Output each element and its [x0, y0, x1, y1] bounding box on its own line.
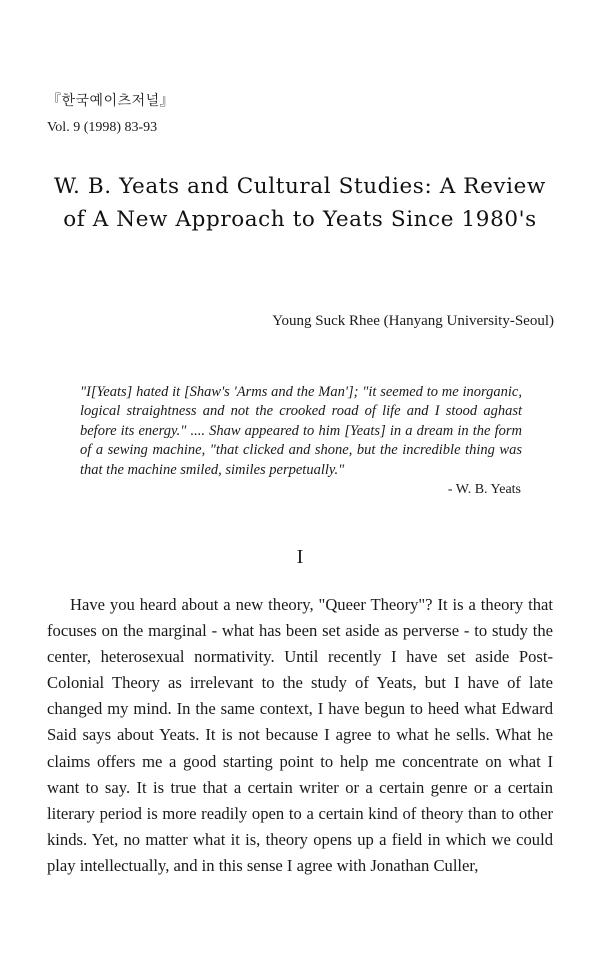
epigraph-attribution: - W. B. Yeats [447, 482, 521, 497]
epigraph-quote: "I[Yeats] hated it [Shaw's 'Arms and the Man']; "it seemed to me inorganic, logical straightness and not the crooked road of life and I stood aghast before its energy." .... Shaw appeared to him [Yeats] in a dream in the form of a sewing machine, "that clicked and shone, but the incredible thing was that the machine smiled, similes perpetually." [80, 384, 522, 478]
body-paragraph: Have you heard about a new theory, "Queer Theory"? It is a theory that focuses on the marginal - what has been set aside as perverse - to study the center, heterosexual normativity. Until recently I have set aside Post-Colonial Theory as irrelevant to the study of Yeats, but I have of late changed my mind. In the same context, I have begun to heed what Edward Said says about Yeats. It is not because I agree to what he sells. What he claims offers me a good starting point to help me concentrate on what I want to say. It is true that a certain writer or a certain genre or a certain literary period is more readily open to a certain kind of theory than to other kinds. Yet, no matter what it is, theory opens up a field in which we could play intellectually, and in this sense I agree with Jonathan Culler, [47, 595, 553, 875]
article-title: W. B. Yeats and Cultural Studies: A Review of A New Approach to Yeats Since 1980's [54, 174, 546, 232]
volume-info: Vol. 9 (1998) 83-93 [47, 120, 158, 135]
journal-name: 『한국예이츠저널』 [47, 94, 175, 109]
section-heading: I [296, 546, 304, 568]
author-affiliation: Young Suck Rhee (Hanyang University-Seoul) [272, 313, 554, 329]
